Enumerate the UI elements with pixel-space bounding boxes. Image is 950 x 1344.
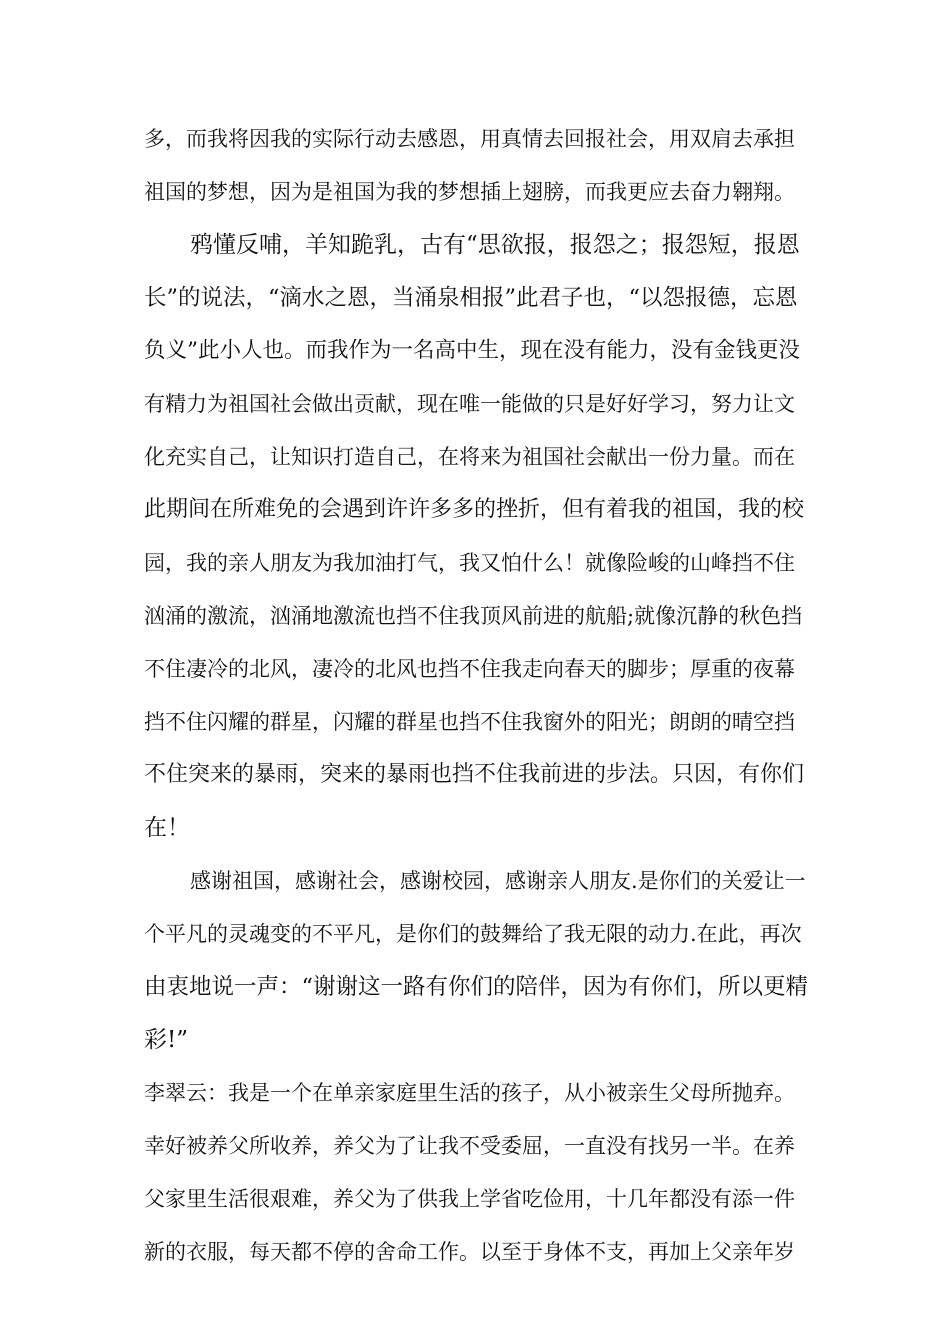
text-line: 园，我的亲人朋友为我加油打气，我又怕什么！就像险峻的山峰挡不住 — [144, 551, 795, 575]
text-line: 长”的说法，“滴水之恩，当涌泉相报”此君子也，“以怨报德，忘恩 — [144, 285, 798, 311]
text-line: 化充实自己，让知识打造自己，在将来为祖国社会献出一份力量。而在 — [144, 445, 795, 469]
text-line: 多，而我将因我的实际行动去感恩，用真情去回报社会，用双肩去承担 — [144, 127, 795, 151]
text-line: 负义”此小人也。而我作为一名高中生，现在没有能力，没有金钱更没 — [144, 338, 800, 363]
text-line: 汹涌的激流，汹涌地激流也挡不住我顶风前进的航船;就像沉静的秋色挡 — [144, 604, 803, 628]
text-line: 李翠云：我是一个在单亲家庭里生活的孩子，从小被亲生父母所抛弃。 — [144, 1081, 795, 1105]
text-line: 在！ — [144, 815, 190, 841]
text-line: 不住凄冷的北风，凄冷的北风也挡不住我走向春天的脚步；厚重的夜幕 — [144, 657, 795, 681]
text-line: 彩!” — [144, 1027, 189, 1053]
text-line: 鸦懂反哺，羊知跪乳，古有“思欲报，报怨之；报怨短，报恩 — [190, 232, 800, 258]
text-line: 父家里生活很艰难，养父为了供我上学省吃俭用，十几年都没有添一件 — [144, 1187, 795, 1211]
text-line: 由衷地说一声：“谢谢这一路有你们的陪伴，因为有你们，所以更精 — [144, 974, 809, 1000]
text-line: 感谢祖国，感谢社会，感谢校园，感谢亲人朋友.是你们的关爱让一 — [190, 869, 806, 893]
text-line: 祖国的梦想，因为是祖国为我的梦想插上翅膀，而我更应去奋力翱翔。 — [144, 180, 795, 204]
text-line: 新的衣服，每天都不停的舍命工作。以至于身体不支，再加上父亲年岁 — [144, 1240, 795, 1264]
text-line: 此期间在所难免的会遇到许许多多的挫折，但有着我的祖国，我的校 — [144, 497, 805, 522]
text-line: 幸好被养父所收养，养父为了让我不受委屈，一直没有找另一半。在养 — [144, 1134, 795, 1158]
text-line: 不住突来的暴雨，突来的暴雨也挡不住我前进的步法。只因，有你们 — [144, 762, 805, 787]
text-line: 有精力为祖国社会做出贡献，现在唯一能做的只是好好学习，努力让文 — [144, 392, 795, 416]
text-line: 挡不住闪耀的群星，闪耀的群星也挡不住我窗外的阳光；朗朗的晴空挡 — [144, 710, 795, 734]
text-line: 个平凡的灵魂变的不平凡，是你们的鼓舞给了我无限的动力.在此，再次 — [144, 922, 802, 946]
